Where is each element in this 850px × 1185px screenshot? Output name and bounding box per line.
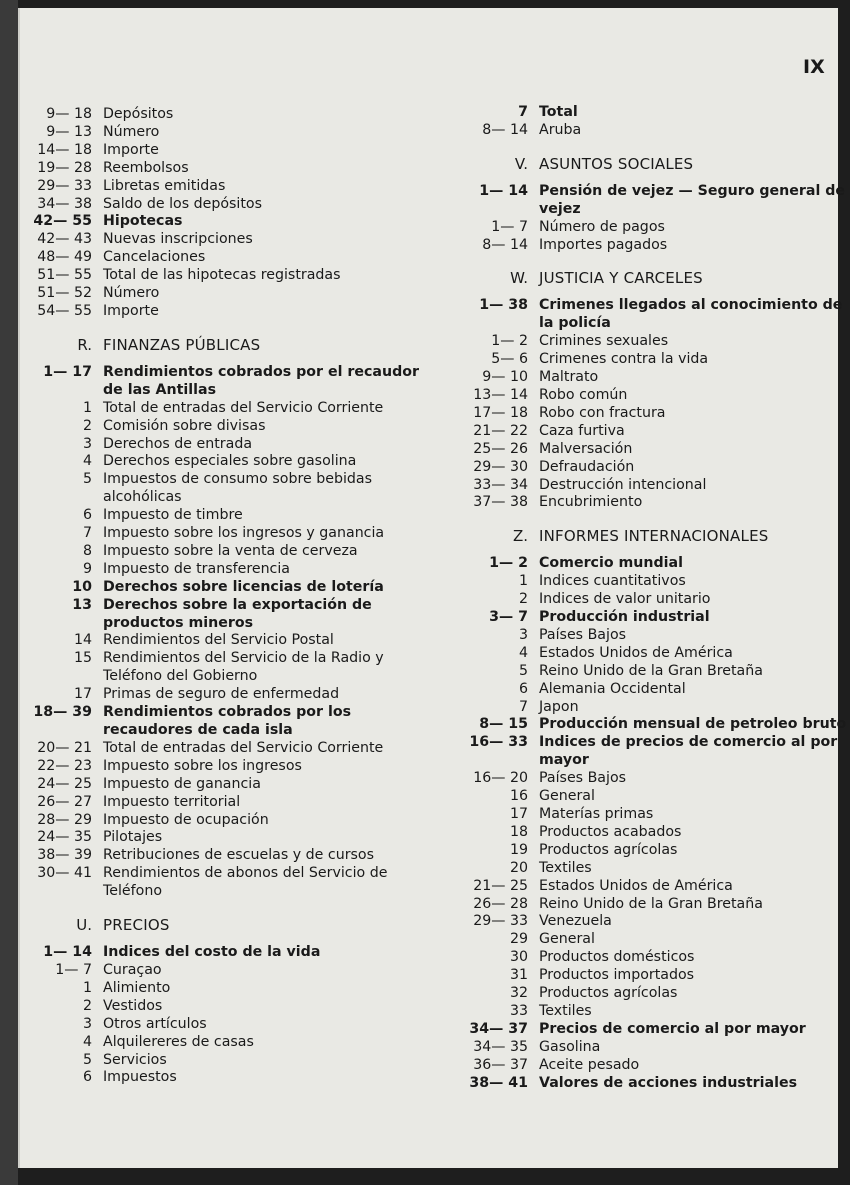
- index-entry: [462, 104, 850, 122]
- index-entry: [20, 364, 440, 400]
- column-range: 34— 37: [469, 1020, 528, 1037]
- column-range: 33: [509, 1002, 528, 1019]
- index-entry: [462, 405, 850, 423]
- column-range: 9— 18: [46, 106, 92, 122]
- entry-label: Derechos especiales sobre gasolina: [103, 453, 357, 470]
- index-entry: [462, 824, 850, 842]
- column-range: R.: [77, 335, 92, 354]
- index-entry: [462, 1021, 850, 1039]
- column-range: 21— 25: [473, 877, 528, 894]
- entry-label: Cancelaciones: [103, 249, 206, 266]
- page-number: IX: [803, 56, 825, 78]
- column-range: 3: [518, 626, 528, 643]
- column-range: 29— 30: [473, 458, 528, 475]
- column-range: 8— 15: [479, 716, 528, 733]
- column-range: 22— 23: [37, 757, 92, 774]
- column-range: 17: [73, 686, 92, 703]
- column-range: 1: [518, 573, 528, 590]
- entry-label: Impuesto sobre la venta de cerveza: [103, 542, 358, 559]
- entry-label: ASUNTOS SOCIALES: [539, 154, 694, 173]
- index-entry: [20, 650, 440, 686]
- index-entry: [20, 231, 440, 249]
- column-range: Z.: [512, 527, 528, 546]
- entry-label: Reino Unido de la Gran Bretaña: [539, 895, 763, 912]
- column-range: 17: [509, 806, 528, 822]
- column-range: 1— 17: [43, 363, 92, 380]
- index-entry: [20, 829, 440, 847]
- entry-label: Crimenes contra la vida: [539, 351, 709, 368]
- index-entry: [462, 967, 850, 985]
- column-range: 42— 43: [37, 231, 92, 248]
- index-entry: [20, 794, 440, 812]
- column-range: 1— 2: [491, 333, 528, 350]
- column-range: 6: [82, 1069, 92, 1086]
- column-range: 17— 18: [473, 404, 528, 421]
- entry-label: Depósitos: [103, 106, 174, 122]
- column-range: 29— 33: [37, 177, 92, 194]
- index-entry: [462, 681, 850, 699]
- index-entry: [20, 249, 440, 267]
- index-entry: [20, 142, 440, 160]
- column-range: 1— 7: [55, 961, 92, 978]
- index-entry: [462, 913, 850, 931]
- entry-label: Alimiento: [103, 979, 171, 996]
- entry-label: Crimines sexuales: [539, 333, 669, 350]
- entry-label: Reembolsos: [103, 159, 189, 176]
- entry-label: Maltrato: [539, 369, 599, 386]
- left-column: [20, 106, 440, 1087]
- column-range: 21— 22: [473, 422, 528, 439]
- column-range: V.: [514, 154, 528, 173]
- index-entry: [20, 740, 440, 758]
- entry-label: Pilotajes: [103, 829, 163, 846]
- index-entry: [462, 1003, 850, 1021]
- index-entry: [20, 998, 440, 1016]
- entry-label: Rendimientos del Servicio de la Radio y Teléfono del Gobierno: [103, 650, 384, 685]
- index-entry: [20, 704, 440, 740]
- column-range: 13: [72, 596, 92, 613]
- entry-label: Rendimientos del Servicio Postal: [103, 632, 334, 649]
- column-range: 15: [73, 650, 92, 667]
- index-entry: [20, 944, 440, 962]
- column-range: 28— 29: [37, 811, 92, 828]
- column-range: 3— 7: [489, 609, 528, 626]
- index-entry: [462, 555, 850, 573]
- column-range: 9— 10: [482, 369, 528, 386]
- entry-label: Valores de acciones industriales: [539, 1074, 798, 1091]
- index-entry: [462, 183, 850, 219]
- entry-label: Alemania Occidental: [539, 680, 686, 697]
- entry-label: Saldo de los depósitos: [103, 195, 262, 212]
- entry-label: Alquilereres de casas: [103, 1033, 254, 1050]
- entry-label: Importe: [103, 141, 159, 158]
- entry-label: Impuestos de consumo sobre bebidas alcohólicas: [103, 471, 372, 506]
- index-entry: [20, 812, 440, 830]
- entry-label: General: [539, 931, 595, 948]
- index-entry: [462, 297, 850, 333]
- column-range: 51— 52: [37, 285, 92, 302]
- column-range: 13— 14: [473, 386, 528, 403]
- column-range: 4: [82, 1033, 92, 1050]
- column-range: 6: [518, 680, 528, 697]
- entry-label: Indices cuantitativos: [539, 573, 686, 590]
- index-entry: [462, 842, 850, 860]
- index-entry: [20, 597, 440, 633]
- entry-label: Impuesto de transferencia: [103, 560, 290, 577]
- entry-label: Estados Unidos de América: [539, 877, 733, 894]
- column-range: 26— 27: [37, 793, 92, 810]
- index-entry: [20, 543, 440, 561]
- column-range: 29— 33: [473, 913, 528, 930]
- index-entry: [462, 663, 850, 681]
- entry-label: Productos acabados: [539, 823, 682, 840]
- entry-label: Rendimientos cobrados por los recaudores de cada isla: [103, 704, 352, 738]
- column-range: 24— 25: [37, 775, 92, 792]
- index-entry: [20, 418, 440, 436]
- index-entry: [462, 122, 850, 140]
- index-entry: [462, 609, 850, 627]
- entry-label: Derechos sobre la exportación de productos mineros: [103, 596, 372, 631]
- index-entry: [462, 931, 850, 949]
- column-range: 7: [518, 698, 528, 715]
- index-entry: [462, 949, 850, 967]
- entry-label: Materías primas: [539, 806, 654, 822]
- index-entry: [462, 788, 850, 806]
- entry-label: Aruba: [539, 121, 582, 138]
- entry-label: Nuevas inscripciones: [103, 231, 253, 248]
- column-range: 14: [73, 632, 92, 649]
- index-entry: [462, 1057, 850, 1075]
- column-range: 9— 13: [46, 123, 92, 140]
- column-range: 16— 20: [473, 770, 528, 787]
- index-entry: [20, 686, 440, 704]
- index-entry: [20, 1034, 440, 1052]
- index-entry: [462, 806, 850, 824]
- entry-label: Impuesto sobre los ingresos y ganancia: [103, 525, 385, 542]
- index-entry: [20, 471, 440, 507]
- column-range: 1— 7: [491, 218, 528, 235]
- book-binding: [0, 0, 18, 1185]
- entry-label: Precios de comercio al por mayor: [539, 1020, 806, 1037]
- right-column: [462, 104, 850, 1093]
- column-range: 33— 34: [473, 476, 528, 493]
- entry-label: Defraudación: [539, 458, 635, 475]
- index-entry: [462, 441, 850, 459]
- index-entry: [20, 160, 440, 178]
- column-range: 2: [82, 997, 92, 1014]
- column-range: 3: [82, 1015, 92, 1032]
- index-entry: [20, 962, 440, 980]
- entry-label: Total de las hipotecas registradas: [103, 267, 341, 284]
- entry-label: Número de pagos: [539, 218, 665, 235]
- column-range: 5: [518, 662, 528, 679]
- column-range: 5: [82, 1051, 92, 1068]
- column-range: 5: [82, 471, 92, 488]
- column-range: 5— 6: [491, 351, 528, 368]
- entry-label: Derechos de entrada: [103, 435, 253, 452]
- index-entry: [462, 645, 850, 663]
- section-heading: [20, 335, 440, 355]
- entry-label: Comercio mundial: [539, 555, 683, 572]
- entry-label: Productos importados: [539, 967, 695, 984]
- index-entry: [20, 632, 440, 650]
- column-range: 1— 14: [479, 182, 528, 199]
- index-entry: [20, 561, 440, 579]
- column-range: 31: [509, 967, 528, 984]
- column-range: 18: [509, 823, 528, 840]
- index-entry: [462, 699, 850, 717]
- entry-label: Estados Unidos de América: [539, 644, 733, 661]
- entry-label: Impuesto de timbre: [103, 507, 243, 524]
- column-range: 51— 55: [37, 267, 92, 284]
- column-range: 4: [82, 453, 92, 470]
- column-range: 4: [518, 644, 528, 661]
- entry-label: Malversación: [539, 440, 633, 457]
- column-range: 20— 21: [37, 739, 92, 756]
- column-range: 1: [82, 399, 92, 416]
- entry-label: Impuesto de ocupación: [103, 811, 269, 828]
- index-entry: [462, 219, 850, 237]
- column-range: 3: [82, 435, 92, 452]
- index-entry: [462, 734, 850, 770]
- index-entry: [462, 423, 850, 441]
- column-range: 7: [518, 104, 528, 120]
- index-entry: [20, 106, 440, 124]
- column-range: 1— 38: [479, 297, 528, 314]
- index-entry: [462, 878, 850, 896]
- column-range: W.: [510, 269, 528, 288]
- column-range: 34— 35: [473, 1038, 528, 1055]
- column-range: 1— 2: [489, 555, 528, 572]
- entry-label: Primas de seguro de enfermedad: [103, 686, 340, 703]
- column-range: 16— 33: [469, 734, 528, 751]
- column-range: 29: [509, 931, 528, 948]
- entry-label: Vestidos: [103, 997, 163, 1014]
- column-range: 8— 14: [482, 121, 528, 138]
- entry-label: Libretas emitidas: [103, 177, 226, 194]
- index-entry: [462, 770, 850, 788]
- section-heading: [20, 915, 440, 935]
- index-entry: [20, 303, 440, 321]
- entry-label: Impuesto territorial: [103, 793, 241, 810]
- column-range: 10: [72, 578, 92, 595]
- index-entry: [462, 387, 850, 405]
- index-entry: [20, 453, 440, 471]
- entry-label: Otros artículos: [103, 1015, 207, 1032]
- column-range: 16: [509, 788, 528, 805]
- column-range: 48— 49: [37, 249, 92, 266]
- column-range: 36— 37: [473, 1056, 528, 1073]
- entry-label: Retribuciones de escuelas y de cursos: [103, 847, 374, 864]
- index-entry: [20, 507, 440, 525]
- index-entry: [20, 525, 440, 543]
- entry-label: JUSTICIA Y CARCELES: [539, 269, 703, 288]
- index-entry: [20, 1016, 440, 1034]
- index-entry: [20, 178, 440, 196]
- column-range: 42— 55: [33, 213, 92, 230]
- index-entry: [20, 400, 440, 418]
- entry-label: Hipotecas: [103, 213, 183, 230]
- entry-label: Número: [103, 285, 160, 302]
- column-range: 20: [509, 859, 528, 876]
- index-entry: [20, 865, 440, 901]
- index-entry: [462, 494, 850, 512]
- index-entry: [462, 1039, 850, 1057]
- index-entry: [20, 124, 440, 142]
- column-range: 38— 41: [469, 1074, 528, 1091]
- index-entry: [462, 369, 850, 387]
- column-range: 26— 28: [473, 895, 528, 912]
- entry-label: Productos agrícolas: [539, 841, 678, 858]
- index-entry: [462, 985, 850, 1003]
- section-heading: [462, 526, 850, 546]
- column-range: 30: [509, 949, 528, 966]
- entry-label: Caza furtiva: [539, 422, 625, 439]
- column-range: 2: [518, 591, 528, 608]
- entry-label: Número: [103, 123, 160, 140]
- entry-label: Indices del costo de la vida: [103, 944, 321, 961]
- entry-label: Rendimientos de abonos del Servicio de Teléfono: [103, 865, 388, 900]
- entry-label: Rendimientos cobrados por el recaudor de las Antillas: [103, 363, 419, 398]
- column-range: 6: [82, 507, 92, 524]
- entry-label: Comisión sobre divisas: [103, 417, 266, 434]
- column-range: 8— 14: [482, 236, 528, 253]
- entry-label: Productos agrícolas: [539, 985, 678, 1002]
- entry-label: Producción mensual de petroleo bruto: [539, 716, 847, 733]
- entry-label: Impuestos: [103, 1069, 177, 1086]
- column-range: 37— 38: [473, 494, 528, 511]
- entry-label: Productos domésticos: [539, 949, 695, 966]
- entry-label: Textiles: [539, 859, 592, 876]
- column-range: 19— 28: [37, 159, 92, 176]
- entry-label: Indices de valor unitario: [539, 591, 711, 608]
- entry-label: Destrucción intencional: [539, 476, 707, 493]
- entry-label: Total de entradas del Servicio Corriente: [103, 739, 384, 756]
- index-entry: [462, 333, 850, 351]
- entry-label: Encubrimiento: [539, 494, 643, 511]
- entry-label: Curaçao: [103, 961, 162, 978]
- index-entry: [20, 436, 440, 454]
- entry-label: PRECIOS: [103, 916, 170, 935]
- entry-label: Textiles: [539, 1002, 592, 1019]
- index-entry: [20, 1069, 440, 1087]
- entry-label: Reino Unido de la Gran Bretaña: [539, 662, 763, 679]
- index-entry: [462, 896, 850, 914]
- index-entry: [462, 627, 850, 645]
- section-heading: [462, 154, 850, 174]
- column-range: 1: [82, 979, 92, 996]
- entry-label: Importe: [103, 302, 159, 319]
- index-entry: [20, 1052, 440, 1070]
- entry-label: Impuesto de ganancia: [103, 775, 261, 792]
- index-entry: [462, 459, 850, 477]
- entry-label: INFORMES INTERNACIONALES: [539, 527, 769, 546]
- entry-label: Venezuela: [539, 913, 612, 930]
- entry-label: Países Bajos: [539, 770, 627, 787]
- index-entry: [462, 1075, 850, 1093]
- index-entry: [462, 716, 850, 734]
- column-range: 24— 35: [37, 829, 92, 846]
- column-range: 9: [82, 560, 92, 577]
- index-entry: [20, 285, 440, 303]
- column-range: 34— 38: [37, 195, 92, 212]
- index-entry: [20, 196, 440, 214]
- index-entry: [20, 776, 440, 794]
- index-entry: [462, 860, 850, 878]
- entry-label: FINANZAS PÚBLICAS: [103, 335, 261, 354]
- column-range: U.: [76, 916, 92, 935]
- column-range: 18— 39: [33, 704, 92, 721]
- index-entry: [462, 591, 850, 609]
- index-entry: [20, 579, 440, 597]
- index-entry: [20, 267, 440, 285]
- entry-label: Aceite pesado: [539, 1056, 640, 1073]
- entry-label: Impuesto sobre los ingresos: [103, 757, 302, 774]
- entry-label: Japon: [539, 698, 579, 715]
- index-entry: [462, 237, 850, 255]
- entry-label: Servicios: [103, 1051, 167, 1068]
- index-entry: [20, 980, 440, 998]
- index-entry: [20, 847, 440, 865]
- column-range: 8: [82, 542, 92, 559]
- entry-label: Robo común: [539, 386, 628, 403]
- column-range: 25— 26: [473, 440, 528, 457]
- entry-label: Total: [539, 104, 578, 120]
- entry-label: Total de entradas del Servicio Corriente: [103, 399, 384, 416]
- column-range: 14— 18: [37, 141, 92, 158]
- entry-label: Importes pagados: [539, 236, 668, 253]
- index-entry: [462, 351, 850, 369]
- index-entry: [462, 477, 850, 495]
- entry-label: Producción industrial: [539, 609, 710, 626]
- entry-label: Países Bajos: [539, 626, 627, 643]
- section-heading: [462, 268, 850, 288]
- column-range: 1— 14: [43, 944, 92, 961]
- entry-label: General: [539, 788, 595, 805]
- column-range: 32: [509, 985, 528, 1002]
- column-range: 30— 41: [37, 865, 92, 882]
- column-range: 2: [82, 417, 92, 434]
- entry-label: Derechos sobre licencias de lotería: [103, 578, 384, 595]
- document-page: [18, 8, 847, 1168]
- entry-label: Robo con fractura: [539, 404, 666, 421]
- entry-label: Crimenes llegados al conocimiento de la policía: [539, 297, 843, 332]
- entry-label: Indices de precios de comercio al por mayor: [539, 734, 838, 769]
- index-entry: [462, 573, 850, 591]
- entry-label: Gasolina: [539, 1038, 601, 1055]
- column-range: 38— 39: [37, 847, 92, 864]
- column-range: 7: [82, 525, 92, 542]
- index-entry: [20, 213, 440, 231]
- column-range: 54— 55: [37, 302, 92, 319]
- entry-label: Pensión de vejez — Seguro general de vejez: [539, 182, 846, 217]
- column-range: 19: [509, 841, 528, 858]
- index-entry: [20, 758, 440, 776]
